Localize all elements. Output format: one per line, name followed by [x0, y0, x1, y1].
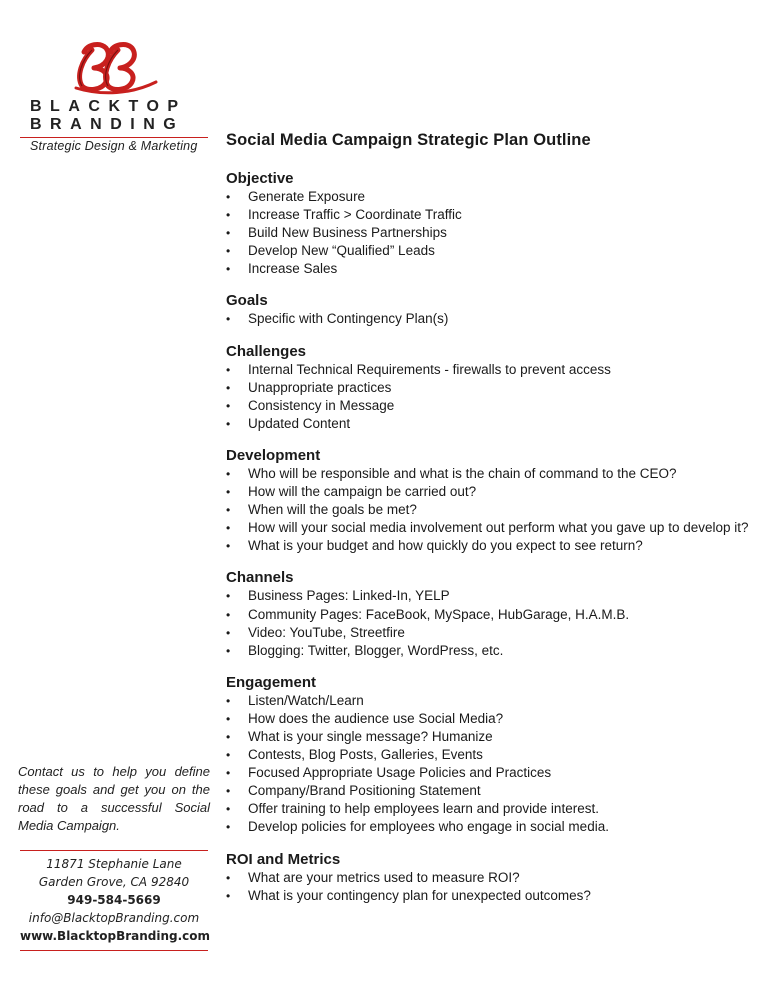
list-item: • When will the goals be met? [226, 501, 756, 519]
brand-name-line2: BRANDING [30, 116, 185, 133]
bullet-list [226, 465, 756, 555]
list-item: • Focused Appropriate Usage Policies and Practices [226, 764, 756, 782]
section-challenges [226, 343, 756, 433]
list-item: • Internal Technical Requirements - firewalls to prevent access [226, 361, 756, 379]
page-title: Social Media Campaign Strategic Plan Outline [226, 131, 591, 149]
city-address: Garden Grove, CA 92840 [38, 875, 190, 889]
website-link[interactable]: www.BlacktopBranding.com [20, 929, 211, 943]
divider [20, 137, 208, 138]
list-item: • Increase Sales [226, 260, 756, 278]
list-item: • Blogging: Twitter, Blogger, WordPress, etc. [226, 642, 756, 660]
section-heading: Challenges [226, 342, 307, 360]
divider [20, 950, 208, 951]
list-item: • Video: YouTube, Streetfire [226, 624, 756, 642]
list-item: • Offer training to help employees learn and provide interest. [226, 800, 756, 818]
list-item: • Develop policies for employees who engage in social media. [226, 818, 756, 836]
section-heading: ROI and Metrics [226, 850, 341, 868]
list-item: • How will your social media involvement out perform what you gave up to develop it? [226, 519, 756, 537]
bullet-list [226, 361, 756, 433]
brand-tagline: Strategic Design & Marketing [30, 139, 198, 153]
list-item: • Increase Traffic > Coordinate Traffic [226, 206, 756, 224]
bullet-list [226, 587, 756, 659]
list-item: • How does the audience use Social Media? [226, 710, 756, 728]
list-item: • What is your contingency plan for unexpected outcomes? [226, 887, 756, 905]
list-item: • Business Pages: Linked-In, YELP [226, 587, 756, 605]
outline-sections [226, 170, 756, 905]
list-item: • Company/Brand Positioning Statement [226, 782, 756, 800]
bullet-list [226, 869, 756, 905]
street-address: 11871 Stephanie Lane [46, 857, 182, 871]
list-item: • Who will be responsible and what is the chain of command to the CEO? [226, 465, 756, 483]
section-engagement [226, 674, 756, 837]
list-item: • Listen/Watch/Learn [226, 692, 756, 710]
section-goals [226, 292, 756, 328]
list-item: • Community Pages: FaceBook, MySpace, HubGarage, H.A.M.B. [226, 606, 756, 624]
section-roi-and-metrics [226, 851, 756, 905]
section-heading: Development [226, 446, 321, 464]
section-heading: Channels [226, 569, 294, 587]
list-item: • Specific with Contingency Plan(s) [226, 310, 756, 328]
bullet-list [226, 188, 756, 278]
list-item: • Unappropriate practices [226, 379, 756, 397]
section-development [226, 447, 756, 555]
list-item: • Generate Exposure [226, 188, 756, 206]
list-item: • How will the campaign be carried out? [226, 483, 756, 501]
email-link[interactable]: info@BlacktopBranding.com [28, 911, 200, 925]
section-channels [226, 569, 756, 659]
bb-monogram-icon [72, 38, 162, 96]
phone-number[interactable]: 949-584-5669 [67, 893, 161, 907]
list-item: • What is your budget and how quickly do you expect to see return? [226, 537, 756, 555]
list-item: • What is your single message? Humanize [226, 728, 756, 746]
list-item: • Consistency in Message [226, 397, 756, 415]
list-item: • Contests, Blog Posts, Galleries, Events [226, 746, 756, 764]
bullet-list [226, 692, 756, 837]
divider [20, 850, 208, 851]
company-logo [20, 38, 210, 158]
main-content [226, 131, 756, 919]
contact-blurb: Contact us to help you define these goals and get you on the road to a successful Social Media Campaign. [18, 764, 210, 833]
bullet-list [226, 310, 756, 328]
section-objective [226, 170, 756, 278]
section-heading: Engagement [226, 673, 317, 691]
contact-address [20, 855, 211, 945]
section-heading: Goals [226, 292, 268, 310]
list-item: • Updated Content [226, 415, 756, 433]
list-item: • What are your metrics used to measure ROI? [226, 869, 756, 887]
list-item: • Develop New “Qualified” Leads [226, 242, 756, 260]
list-item: • Build New Business Partnerships [226, 224, 756, 242]
section-heading: Objective [226, 170, 294, 187]
brand-name-line1: BLACKTOP [30, 98, 187, 115]
